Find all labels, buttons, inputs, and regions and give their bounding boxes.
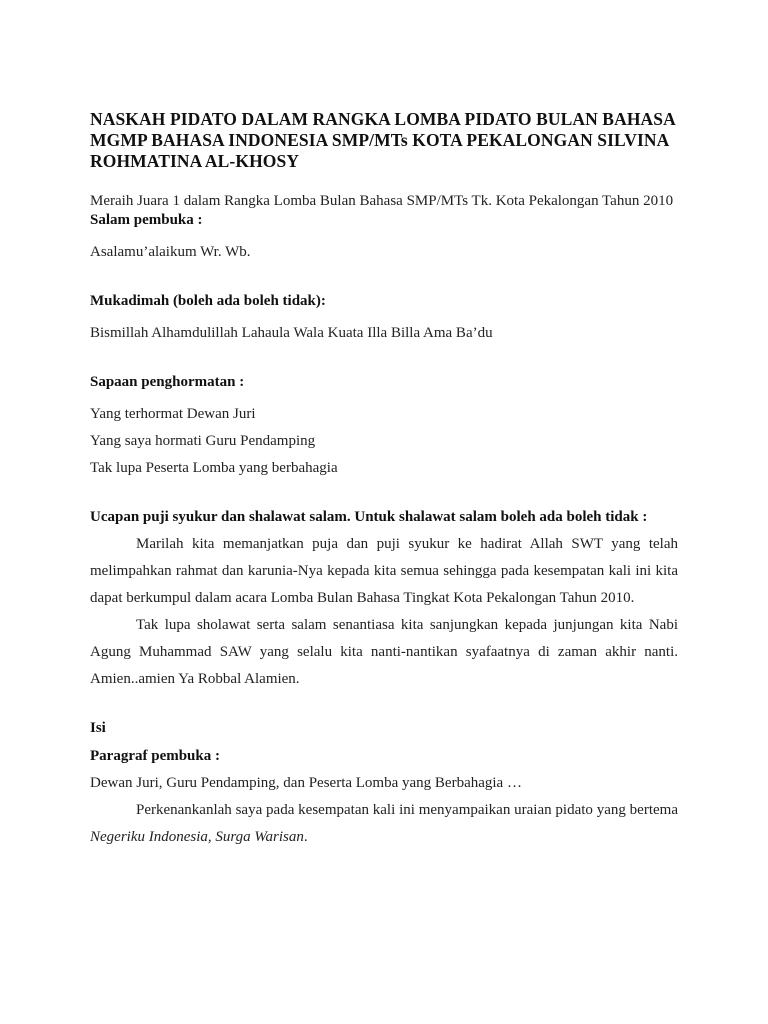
sapaan-line-2: Yang saya hormati Guru Pendamping [90,433,316,449]
ucapan-paragraph-1: Marilah kita memanjatkan puja dan puji syukur ke hadirat Allah SWT yang telah melimpahkan rahmat dan karunia-Nya kepada kita semua sehingga pada kesempatan kali ini kita dapat berkumpul dalam acara Lomba Bulan Bahasa Tingkat Kota Pekalongan Tahun 2010. [90,536,678,606]
document-title: NASKAH PIDATO DALAM RANGKA LOMBA PIDATO BULAN BAHASA MGMP BAHASA INDONESIA SMP/MTs KOTA PEKALONGAN SILVINA ROHMATINA AL-KHOSY [90,109,675,171]
salam-pembuka-heading: Salam pembuka : [90,212,203,228]
mukadimah-heading: Mukadimah (boleh ada boleh tidak): [90,293,326,309]
isi-paragraph-text: Perkenankanlah saya pada kesempatan kali ini menyampaikan uraian pidato yang bertema [136,802,678,818]
salam-pembuka-text: Asalamu’alaikum Wr. Wb. [90,244,251,260]
isi-heading: Isi [90,720,106,736]
isi-paragraph [90,797,678,851]
ucapan-paragraph-2: Tak lupa sholawat serta salam senantiasa kita sanjungkan kepada junjungan kita Nabi Agung Muhammad SAW yang selalu kita nanti-nantikan syafaatnya di zaman akhir nanti. Amien..amien Ya Robbal Alamien. [90,617,678,687]
ucapan-heading: Ucapan puji syukur dan shalawat salam. Untuk shalawat salam boleh ada boleh tidak : [90,509,648,525]
document-subtitle: Meraih Juara 1 dalam Rangka Lomba Bulan Bahasa SMP/MTs Tk. Kota Pekalongan Tahun 2010 [90,193,674,209]
isi-paragraph-theme: Negeriku Indonesia, Surga Warisan [90,829,304,845]
sapaan-line-1: Yang terhormat Dewan Juri [90,406,256,422]
sapaan-line-3: Tak lupa Peserta Lomba yang berbahagia [90,460,338,476]
sapaan-heading: Sapaan penghormatan : [90,374,245,390]
isi-paragraph-end: . [303,829,308,845]
mukadimah-text: Bismillah Alhamdulillah Lahaula Wala Kuata Illa Billa Ama Ba’du [90,325,493,341]
paragraf-pembuka-heading: Paragraf pembuka : [90,748,220,764]
isi-greeting: Dewan Juri, Guru Pendamping, dan Peserta Lomba yang Berbahagia … [90,775,522,791]
